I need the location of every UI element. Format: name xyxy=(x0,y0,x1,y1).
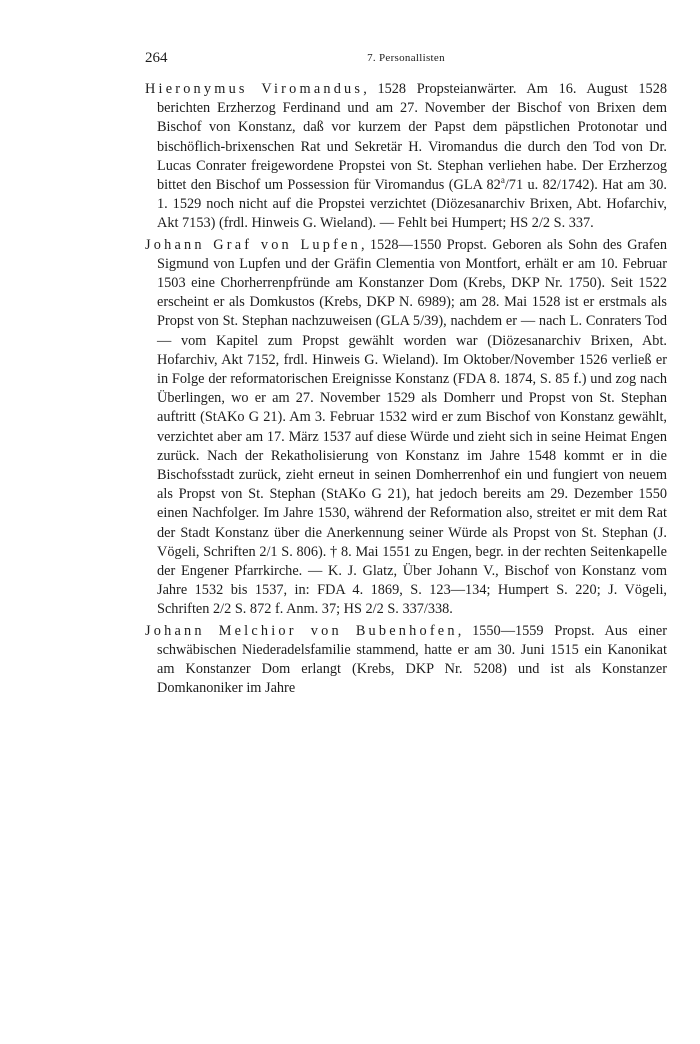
entry-johann-melchior-von-bubenhofen xyxy=(145,622,667,699)
entry-name: Johann Graf von Lupfen xyxy=(145,236,361,253)
entry-hieronymus-viromandus xyxy=(145,80,667,234)
entry-text: , 1528—1550 Propst. Geboren als Sohn des Grafen Sigmund von Lupfen und der Gräfin Clementia von Montfort, erhält er am 10. Februar 1503 eine Chorherrenpfründe am Konstanzer Dom (Krebs, DKP Nr. 1750). Seit 1522 erscheint er als Domkustos (Krebs, DKP N. 6989); am 28. Mai 1528 ist er erstmals als Propst von St. Stephan nachzuweisen (GLA 5/39), nachdem er — nach L. Conraters Tod — vom Kapitel zum Propst gewählt worden war (Diözesanarchiv Brixen, Abt. Hofarchiv, Akt 7152, frdl. Hinweis G. Wieland). Im Oktober/November 1526 verließ er in Folge der reformatorischen Ereignisse Konstanz (FDA 8. 1874, S. 85 f.) und zog nach Überlingen, wo er am 27. November 1529 als Domherr und Propst von St. Stephan auftritt (StAKo G 21). Am 3. Februar 1532 wird er zum Bischof von Konstanz gewählt, verzichtet aber am 17. März 1537 auf diese Würde und zieht sich in seine Heimat Engen zurück. Nach der Rekatholisierung von Konstanz im Jahre 1548 kommt er in die Bischofsstadt zurück, zieht erneut in seinen Domherrenhof ein und fungiert von neuem als Propst von St. Stephan (StAKo G 21), hat jedoch bereits am 29. Dezember 1550 einen Nachfolger. Im Jahre 1530, während der Reformation also, streitet er mit dem Rat der Stadt Konstanz über die Anerkennung seiner Würde als Propst von St. Stephan (J. Vögeli, Schriften 2/1 S. 806). † 8. Mai 1551 zu Engen, begr. in der rechten Seitenkapelle der Engener Pfarrkirche. — K. J. Glatz, Über Johann V., Bischof von Konstanz vom Jahre 1532 bis 1537, in: FDA 4. 1869, S. 123—134; Humpert S. 220; J. Vögeli, Schriften 2/2 S. 872 f. Anm. 37; HS 2/2 S. 337/338. xyxy=(157,236,667,618)
document-page xyxy=(145,50,667,701)
running-head xyxy=(145,50,667,72)
section-title: 7. Personallisten xyxy=(367,52,445,64)
entry-johann-graf-von-lupfen xyxy=(145,236,667,620)
entry-text: , 1528 Propsteianwärter. Am 16. August 1528 berichten Erzherzog Ferdinand und am 27. November der Bischof von Brixen dem Bischof von Konstanz, daß vor kurzem der Papst dem päpstlichen Protonotar und bischöflich-brixenschen Rat und Sekretär H. Viromandus die durch den Tod von Dr. Lucas Conrater freigewordene Propstei von St. Stephan verliehen habe. Der Erzherzog bittet den Bischof um Possession für Viromandus (GLA 82 xyxy=(157,81,668,194)
entry-name: Hieronymus Viromandus xyxy=(145,81,364,97)
page-number: 264 xyxy=(145,50,168,66)
entry-name: Johann Melchior von Bubenhofen xyxy=(145,622,458,639)
entry-text: , 1550—1559 Propst. Aus einer schwäbischen Niederadelsfamilie stammend, hatte er am 30. Juni 1515 ein Kanonikat am Konstanzer Dom erlangt (Krebs, DKP Nr. 5208) und ist als Konstanzer Domkanoniker im Jahre xyxy=(157,622,667,697)
entry-text-continued: /71 u. 82/1742). Hat am 30. 1. 1529 noch nicht auf die Propstei verzichtet (Diözesanarchiv Brixen, Abt. Hofarchiv, Akt 7153) (frdl. Hinweis G. Wieland). — Fehlt bei Humpert; HS 2/2 S. 337. xyxy=(157,177,667,232)
superscript-mark: a xyxy=(500,175,505,186)
